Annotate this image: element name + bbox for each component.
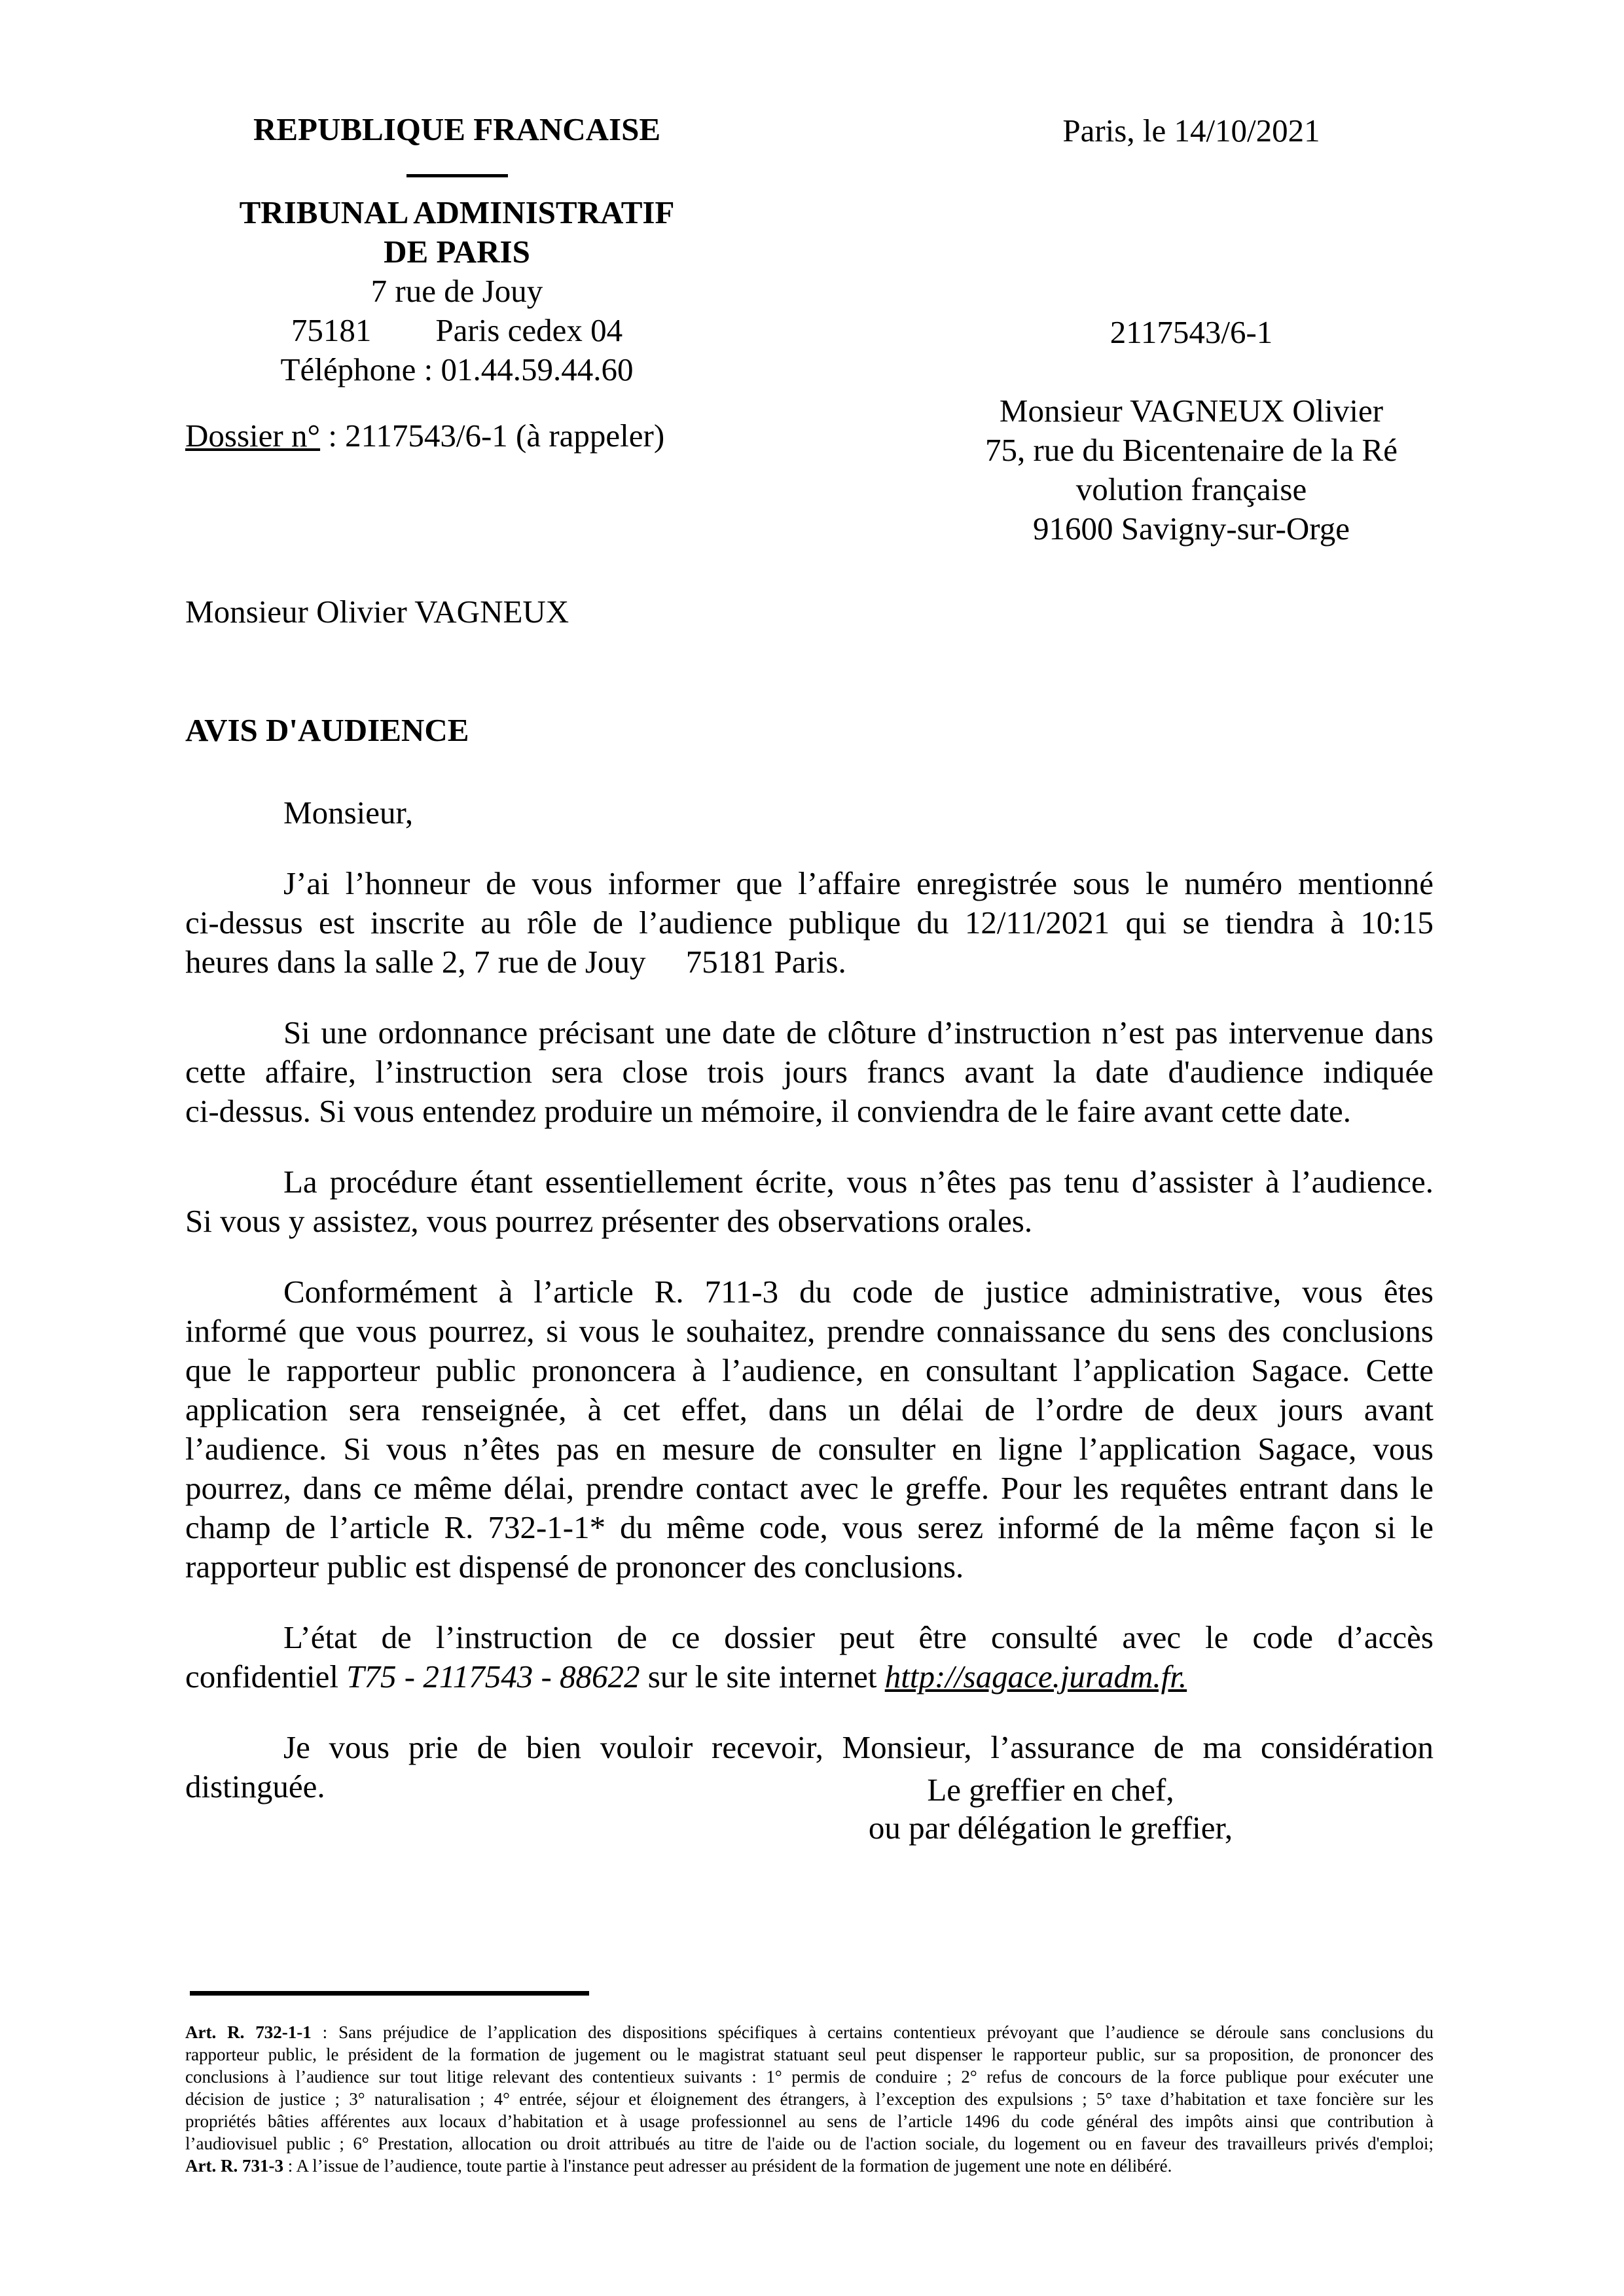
text-line: l’audience. Si vous n’êtes pas en mesure de consulter en ligne l’application Sagace, vous [185, 1431, 1434, 1467]
text-line: Je vous prie de bien vouloir recevoir, Monsieur, l’assurance de ma considération [283, 1729, 1434, 1765]
recipient-address [949, 391, 1434, 548]
text-line: Conformément à l’article R. 711-3 du code de justice administrative, vous êtes [283, 1274, 1434, 1310]
text-segment: confidentiel [185, 1659, 347, 1695]
republic-title: REPUBLIQUE FRANCAISE [253, 111, 661, 147]
text-segment: : A l’issue de l’audience, toute partie à l'instance peut adresser au président de la formation de jugement une note en délibéré. [283, 2156, 1172, 2176]
text-line: informé que vous pourrez, si vous le souhaitez, prendre connaissance du sens des conclusions [185, 1313, 1434, 1349]
footnote [185, 2021, 1434, 2177]
text-line [185, 1657, 1434, 1696]
footnote-separator [190, 1991, 589, 1996]
text-line: Si vous y assistez, vous pourrez présenter des observations orales. [185, 1203, 1033, 1239]
case-reference: 2117543/6-1 [1110, 314, 1273, 350]
text-segment: sur le site internet [640, 1659, 885, 1695]
footnote-line: conclusions à l’audience sur tout litige relevant des contentieux suivants : 1° permis de conduire ; 2° refus de concours de la force publique pour exécuter une [185, 2067, 1434, 2087]
text-line: distinguée. [185, 1768, 325, 1804]
court-phone: Téléphone : 01.44.59.44.60 [280, 351, 634, 387]
text-line: Si une ordonnance précisant une date de clôture d’instruction n’est pas intervenue dans [283, 1014, 1434, 1050]
text-line: que le rapporteur public prononcera à l’audience, en consultant l’application Sagace. Cette [185, 1352, 1434, 1388]
dossier-line [185, 416, 664, 456]
body-paragraph [185, 1162, 1434, 1241]
court-name-line2: DE PARIS [384, 234, 530, 270]
text-line: J’ai l’honneur de vous informer que l’affaire enregistrée sous le numéro mentionné [283, 865, 1434, 901]
text-segment: : Sans préjudice de l’application des dispositions spécifiques à certains contentieux prévoyant que l’audience se déroule sans conclusions du [311, 2022, 1434, 2042]
footnote-line: rapporteur public, le président de la formation de jugement ou le magistrat statuant seul peut dispenser le rapporteur public, sur sa proposition, de prononcer des [185, 2045, 1434, 2064]
text-line: application sera renseignée, à cet effet, dans un délai de l’ordre de deux jours avant [185, 1391, 1434, 1427]
salutation-name: Monsieur Olivier VAGNEUX [185, 594, 569, 630]
body-paragraph [185, 864, 1434, 982]
notice-title: AVIS D'AUDIENCE [185, 712, 469, 748]
recipient-line: 91600 Savigny-sur-Orge [1033, 511, 1350, 547]
signature-block [658, 1771, 1443, 1847]
confidential-access-code: T75 - 2117543 - 88622 [346, 1659, 640, 1695]
text-line: Monsieur, [283, 795, 414, 831]
court-street: 7 rue de Jouy [370, 273, 543, 309]
footnote-line: l’audiovisuel public ; 6° Prestation, allocation ou droit attribués au titre de l'aide ou de l'action sociale, du logement ou en faveur des travailleurs privés d'emploi; [185, 2134, 1434, 2153]
letter-body [185, 793, 1434, 1806]
dossier-label: Dossier n° [185, 418, 321, 454]
dossier-value: : 2117543/6-1 (à rappeler) [320, 418, 665, 454]
letter-date: Paris, le 14/10/2021 [1062, 113, 1320, 149]
footnote-article-ref: Art. R. 732-1-1 [185, 2022, 312, 2042]
recipient-line: Monsieur VAGNEUX Olivier [999, 393, 1384, 429]
court-name-line1: TRIBUNAL ADMINISTRATIF [239, 194, 675, 230]
text-line: ci-dessus est inscrite au rôle de l’audience publique du 12/11/2021 qui se tiendra à 10:15 [185, 905, 1434, 941]
recipient-line: volution française [1075, 471, 1307, 507]
signature-line: Le greffier en chef, [927, 1772, 1174, 1808]
footnote-line: propriétés bâties afférentes aux locaux d’habitation et à usage professionnel au sens de l’article 1496 du code général des impôts ainsi que contribution à [185, 2111, 1434, 2131]
body-paragraph [185, 1013, 1434, 1131]
text-line: rapporteur public est dispensé de prononcer des conclusions. [185, 1549, 964, 1585]
recipient-line: 75, rue du Bicentenaire de la Ré [985, 432, 1398, 468]
header-separator [406, 174, 508, 177]
text-line: champ de l’article R. 732-1-1* du même code, vous serez informé de la même façon si le [185, 1509, 1434, 1545]
sagace-link[interactable]: http://sagace.juradm.fr. [884, 1659, 1187, 1695]
footnote-line [185, 2021, 1434, 2043]
footnote-line: décision de justice ; 3° naturalisation ; 4° entrée, séjour et éloignement des étrangers, à l’exception des expulsions ; 5° taxe d’habitation et taxe foncière sur les [185, 2089, 1434, 2109]
text-line: L’état de l’instruction de ce dossier peut être consulté avec le code d’accès [283, 1619, 1434, 1655]
text-line: heures dans la salle 2, 7 rue de Jouy 75181 Paris. [185, 944, 846, 980]
court-letterhead [185, 110, 729, 389]
body-paragraph [185, 1618, 1434, 1696]
signature-line: ou par délégation le greffier, [868, 1810, 1233, 1846]
court-city-line: 75181 Paris cedex 04 [291, 312, 623, 348]
text-line: pourrez, dans ce même délai, prendre contact avec le greffe. Pour les requêtes entrant dans le [185, 1470, 1434, 1506]
body-paragraph [185, 793, 1434, 833]
footnote-line [185, 2155, 1434, 2177]
body-paragraph [185, 1272, 1434, 1587]
text-line: ci-dessus. Si vous entendez produire un mémoire, il conviendra de le faire avant cette date. [185, 1093, 1352, 1129]
footnote-article-ref: Art. R. 731-3 [185, 2156, 283, 2176]
text-line: cette affaire, l’instruction sera close trois jours francs avant la date d'audience indiquée [185, 1054, 1434, 1090]
text-line: La procédure étant essentiellement écrite, vous n’êtes pas tenu d’assister à l’audience. [283, 1164, 1434, 1200]
